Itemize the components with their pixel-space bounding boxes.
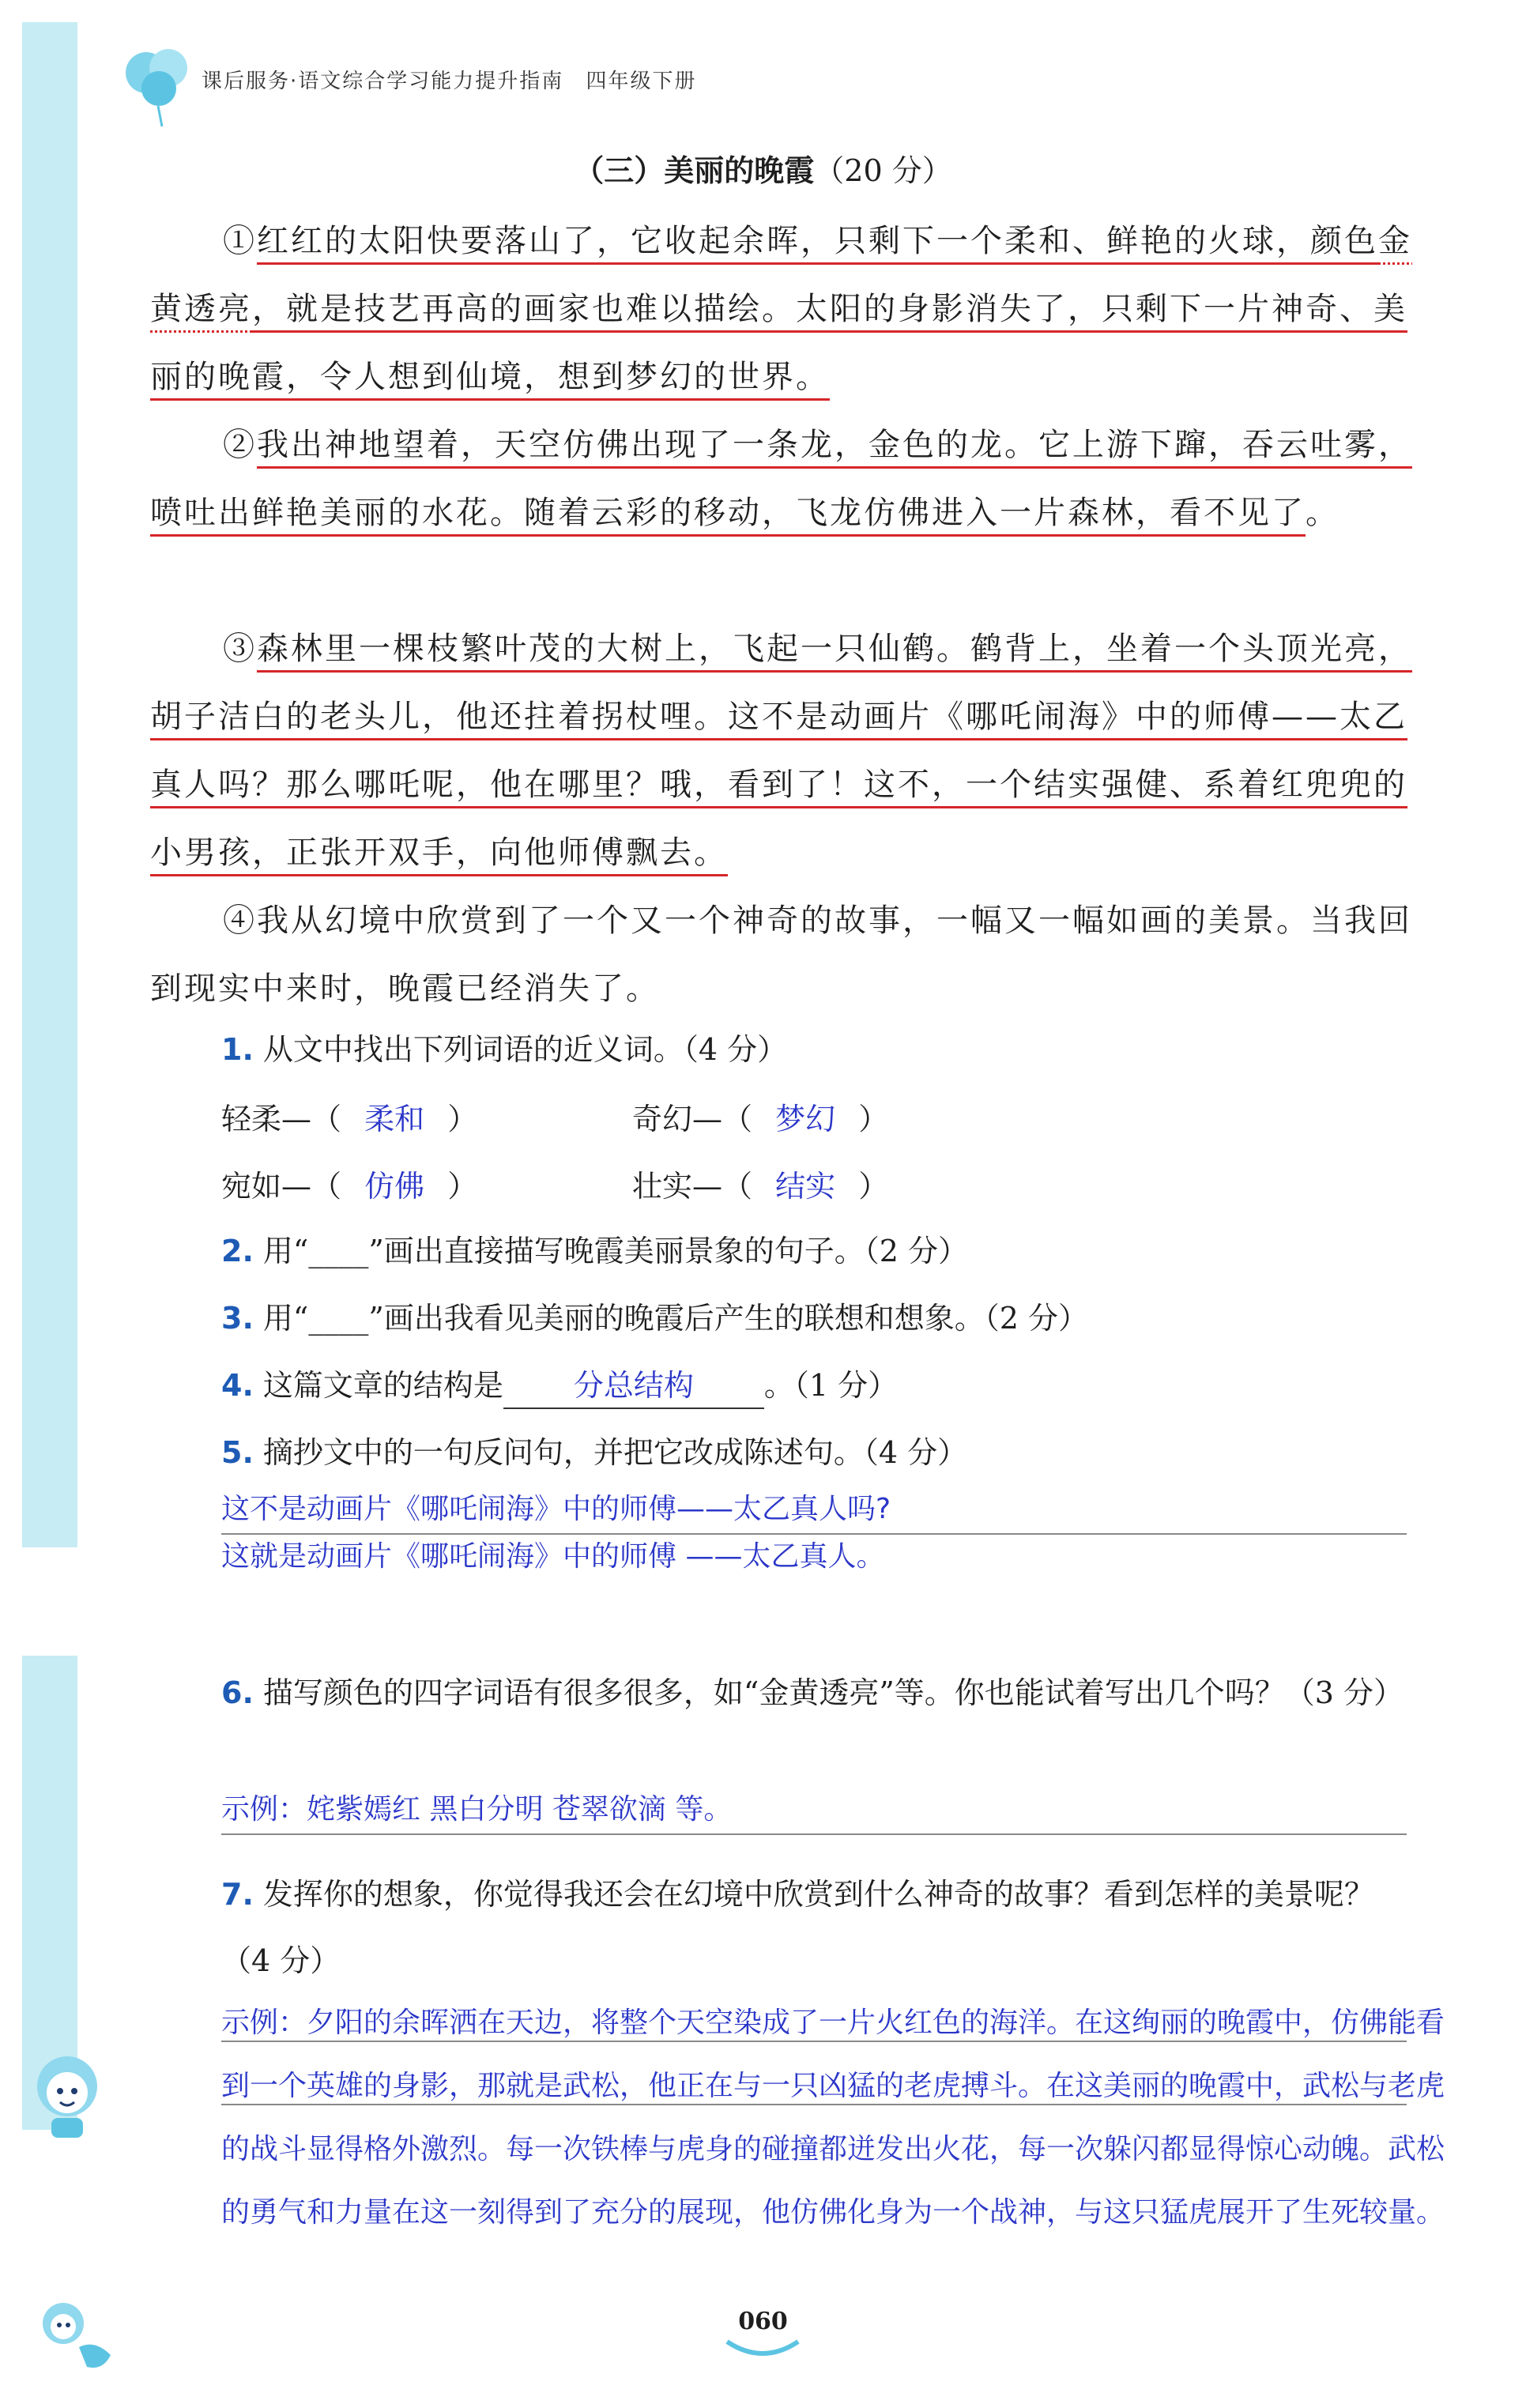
synonym-pair-1 bbox=[221, 1095, 477, 1138]
question-number: 2. bbox=[221, 1234, 254, 1268]
synonym-close: ） bbox=[447, 1102, 478, 1136]
paragraph-marker: ③ bbox=[223, 631, 257, 667]
header-grade: 四年级下册 bbox=[586, 69, 697, 93]
side-decoration-band-top bbox=[22, 22, 77, 1547]
title-text: （三）美丽的晚霞 bbox=[574, 153, 815, 188]
paragraph-1 bbox=[150, 207, 1415, 411]
synonym-close: ） bbox=[858, 1169, 889, 1204]
paragraph-2 bbox=[150, 411, 1415, 547]
question-number: 5. bbox=[221, 1435, 254, 1470]
synonym-answer: 结实 bbox=[775, 1169, 836, 1204]
paragraph-4 bbox=[150, 887, 1415, 1023]
synonym-word: 奇幻—（ bbox=[632, 1102, 753, 1136]
question-5-answer-1: 这不是动画片《哪吒闹海》中的师傅——太乙真人吗? bbox=[221, 1486, 1407, 1535]
paragraph-1-text-a: 红红的太阳快要落山了，它收起余晖，只剩下一个柔和、鲜艳的火球，颜色 bbox=[257, 223, 1378, 259]
synonym-pair-4 bbox=[632, 1162, 888, 1205]
cartoon-bottom-corner-icon bbox=[32, 2292, 126, 2387]
paragraph-2-text: 我出神地望着，天空仿佛出现了一条龙，金色的龙。它上游下蹿，吞云吐雾，喷吐出鲜艳美丽的水花。随着云彩的移动，飞龙仿佛进入一片森林，看不见了 bbox=[150, 427, 1412, 531]
question-6-text: 描写颜色的四字词语有很多很多，如“金黄透亮”等。你也能试着写出几个吗？（3 分） bbox=[262, 1675, 1404, 1710]
paragraph-3-text: 森林里一棵枝繁叶茂的大树上，飞起一只仙鹤。鹤背上，坐着一个头顶光亮，胡子洁白的老头儿，他还拄着拐杖哩。这不是动画片《哪吒闹海》中的师傅——太乙真人吗？那么哪吒呢，他在哪里？哦，看到了！这不，一个结实强健、系着红兜兜的小男孩，正张开双手，向他师傅飘去。 bbox=[150, 631, 1412, 871]
paragraph-4-text: 我从幻境中欣赏到了一个又一个神奇的故事，一幅又一幅如画的美景。当我回到现实中来时，晚霞已经消失了。 bbox=[150, 903, 1412, 1007]
question-1 bbox=[221, 1027, 1415, 1072]
synonym-word: 轻柔—（ bbox=[221, 1102, 342, 1136]
synonym-close: ） bbox=[858, 1102, 889, 1136]
paragraph-3 bbox=[150, 615, 1415, 887]
paragraph-2-end: 。 bbox=[1306, 495, 1339, 531]
question-number: 1. bbox=[221, 1032, 254, 1067]
synonym-pair-3 bbox=[221, 1162, 477, 1205]
question-5 bbox=[221, 1430, 1415, 1475]
synonym-word: 壮实—（ bbox=[632, 1169, 753, 1204]
question-2 bbox=[221, 1229, 1415, 1273]
header-series: 课后服务·语文综合学习能力提升指南 bbox=[202, 69, 564, 93]
page-number: 060 bbox=[738, 2308, 788, 2335]
question-number: 4. bbox=[221, 1368, 254, 1403]
paragraph-1-key-phrase: 金黄透亮 bbox=[150, 223, 1412, 327]
question-3-text: 用“____”画出我看见美丽的晚霞后产生的联想和想象。（2 分） bbox=[262, 1301, 1089, 1336]
question-5-answer-2: 这就是动画片《哪吒闹海》中的师傅 ——太乙真人。 bbox=[221, 1540, 885, 1573]
paragraph-1-text-c: ，就是技艺再高的画家也难以描绘。太阳的身影消失了，只剩下一片神奇、美丽的晚霞，令人想到仙境，想到梦幻的世界。 bbox=[150, 291, 1407, 395]
header-text bbox=[202, 65, 711, 94]
paragraph-marker: ② bbox=[223, 427, 257, 463]
question-number: 3. bbox=[221, 1301, 254, 1336]
synonym-answer: 仿佛 bbox=[364, 1169, 425, 1204]
title-score: （20 分） bbox=[814, 153, 952, 188]
synonym-word: 宛如—（ bbox=[221, 1169, 342, 1204]
question-7-text: 发挥你的想象，你觉得我还会在幻境中欣赏到什么神奇的故事？看到怎样的美景呢？（4 分） bbox=[221, 1877, 1374, 1978]
question-number: 7. bbox=[221, 1877, 254, 1912]
cartoon-boy-icon bbox=[24, 2047, 111, 2142]
question-6-answer: 示例：姹紫嫣红 黑白分明 苍翠欲滴 等。 bbox=[221, 1786, 1407, 1835]
page-wave-icon bbox=[723, 2338, 802, 2361]
question-6 bbox=[221, 1660, 1415, 1726]
question-3 bbox=[221, 1296, 1415, 1340]
question-4-text-a: 这篇文章的结构是 bbox=[262, 1368, 503, 1403]
synonym-answer: 柔和 bbox=[364, 1102, 425, 1136]
paragraph-marker: ④ bbox=[223, 903, 257, 939]
question-4-answer: 分总结构 bbox=[503, 1363, 764, 1409]
balloon-logo-icon bbox=[115, 40, 205, 134]
question-1-text: 从文中找出下列词语的近义词。（4 分） bbox=[262, 1032, 788, 1067]
question-number: 6. bbox=[221, 1675, 254, 1710]
question-4 bbox=[221, 1363, 1415, 1409]
question-2-text: 用“____”画出直接描写晚霞美丽景象的句子。（2 分） bbox=[262, 1234, 969, 1268]
question-4-text-b: 。（1 分） bbox=[763, 1368, 899, 1403]
synonym-answer: 梦幻 bbox=[775, 1102, 836, 1136]
paragraph-marker: ① bbox=[223, 223, 257, 259]
synonym-pair-2 bbox=[632, 1095, 888, 1138]
section-title bbox=[0, 146, 1526, 190]
question-7-answer: 示例：夕阳的余晖洒在天边，将整个天空染成了一片火红色的海洋。在这绚丽的晚霞中，仿佛能看到一个英雄的身影，那就是武松，他正在与一只凶猛的老虎搏斗。在这美丽的晚霞中，武松与老虎的战斗显得格外激烈。每一次铁棒与虎身的碰撞都迸发出火花，每一次躲闪都显得惊心动魄。武松的勇气和力量在这一刻得到了充分的展现，他仿佛化身为一个战神，与这只猛虎展开了生死较量。 bbox=[221, 2007, 1445, 2229]
synonym-close: ） bbox=[447, 1169, 478, 1204]
question-5-text: 摘抄文中的一句反问句，并把它改成陈述句。（4 分） bbox=[262, 1435, 968, 1470]
page-header bbox=[146, 55, 1411, 103]
question-7 bbox=[221, 1861, 1415, 1994]
